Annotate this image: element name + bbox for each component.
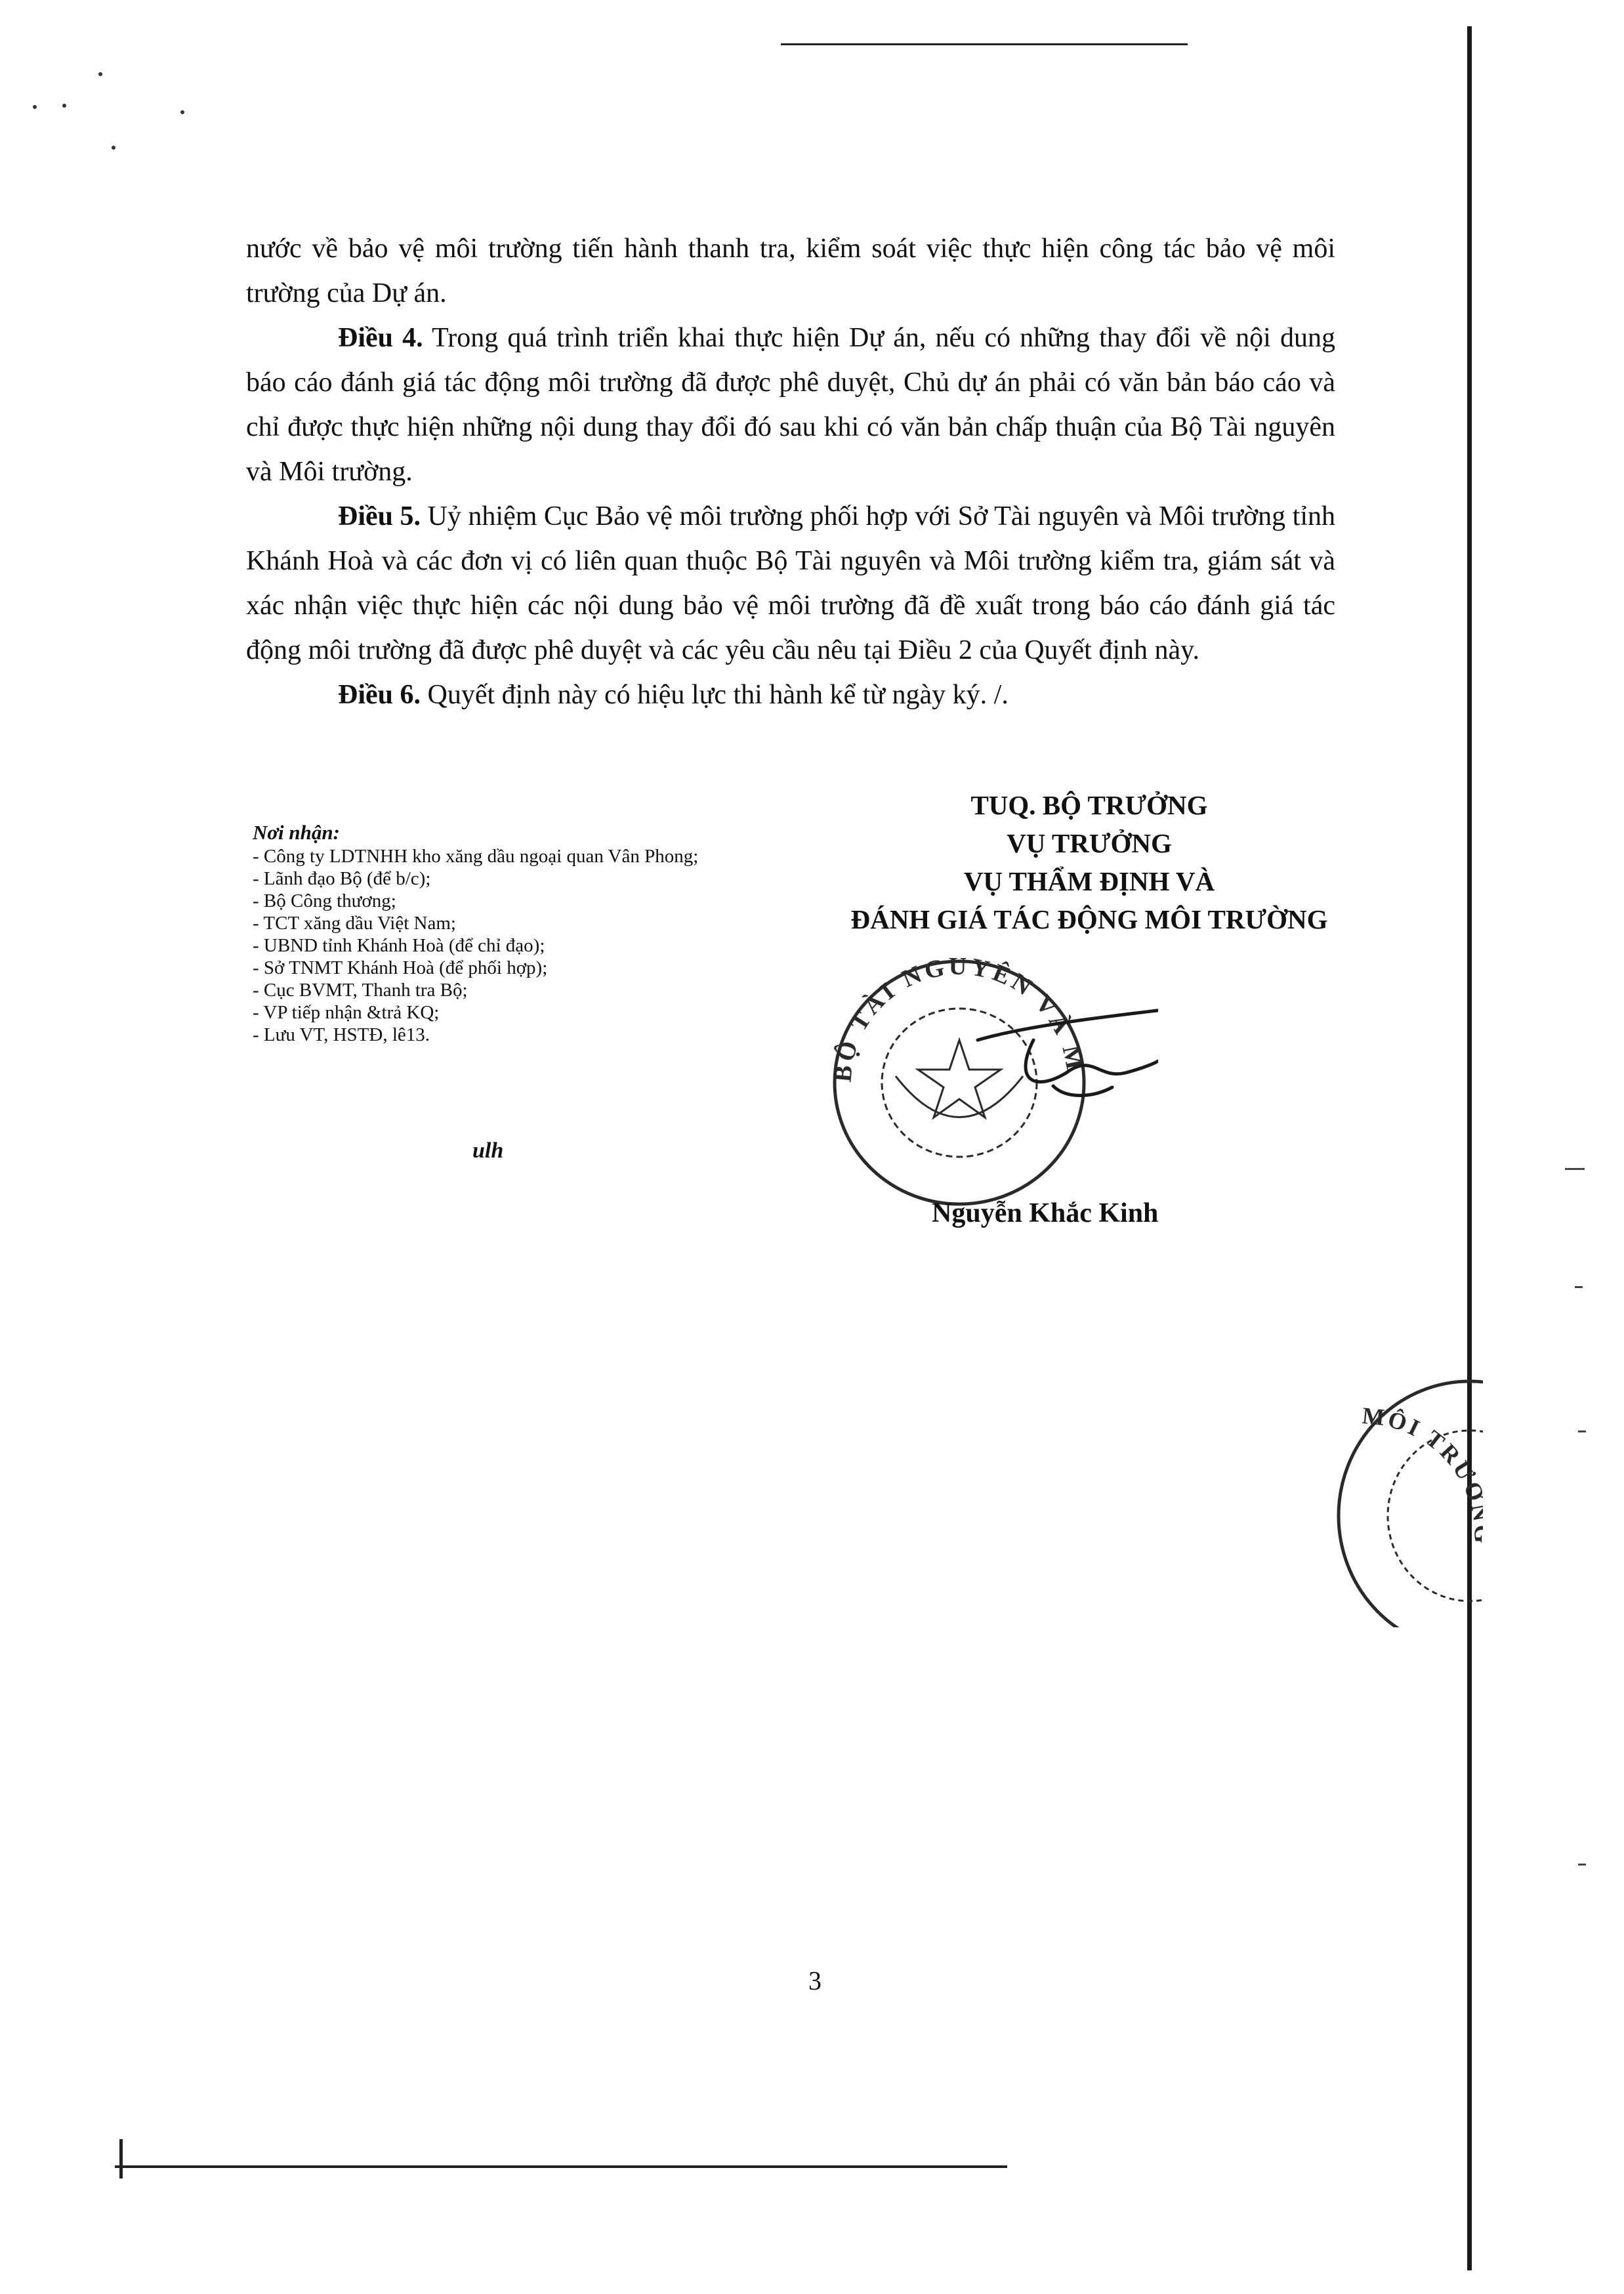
recipient-item: - Sở TNMT Khánh Hoà (để phối hợp); — [253, 957, 791, 979]
recipient-item: - Cục BVMT, Thanh tra Bộ; — [253, 979, 791, 1001]
scan-speck — [180, 110, 184, 114]
seal-text: BỘ TÀI NGUYÊN VÀ M — [829, 952, 1090, 1083]
article-5 — [246, 494, 1335, 673]
signer-name: Nguyễn Khắc Kinh — [932, 1198, 1159, 1228]
scan-speck — [98, 72, 102, 76]
scan-dash — [1565, 1168, 1585, 1170]
seal-and-signature-graphic — [817, 942, 1158, 1224]
article-4-text: Trong quá trình triển khai thực hiện Dự án, nếu có những thay đổi về nội dung báo cáo đánh giá tác động môi trường đã được phê duyệt, Chủ dự án phải có văn bản báo cáo và chỉ được thực hiện những nội dung thay đổi đó sau khi có văn bản chấp thuận của Bộ Tài nguyên và Môi trường. — [246, 323, 1336, 487]
signature-line-3: VỤ THẨM ĐỊNH VÀ — [963, 866, 1215, 896]
article-6 — [246, 673, 1335, 717]
recipients-block — [253, 822, 791, 1046]
article-5-label: Điều 5. — [338, 501, 421, 532]
partial-seal-graphic — [1325, 1352, 1483, 1627]
handwritten-initials: ulh — [472, 1138, 504, 1163]
recipient-item: - Lưu VT, HSTĐ, lê13. — [253, 1024, 791, 1046]
scan-border-right — [1467, 26, 1472, 2270]
article-4 — [246, 316, 1335, 494]
scan-line-top — [781, 43, 1188, 45]
article-4-label: Điều 4. — [338, 323, 423, 353]
recipient-item: - TCT xăng dầu Việt Nam; — [253, 912, 791, 934]
decision-body — [246, 226, 1335, 717]
recipient-item: - Lãnh đạo Bộ (để b/c); — [253, 867, 791, 890]
recipient-item: - Bộ Công thương; — [253, 890, 791, 912]
signature-line-2: VỤ TRƯỞNG — [1007, 828, 1172, 858]
scan-dash — [1575, 1286, 1583, 1288]
scan-line-bottom — [115, 2165, 1007, 2168]
recipients-list — [253, 845, 791, 1046]
scan-dash — [1578, 1430, 1586, 1432]
signature-line-1: TUQ. BỘ TRƯỞNG — [970, 790, 1208, 820]
recipient-item: - Công ty LDTNHH kho xăng dầu ngoại quan Vân Phong; — [253, 845, 791, 867]
page-number: 3 — [808, 1966, 822, 1995]
recipient-item: - VP tiếp nhận &trả KQ; — [253, 1001, 791, 1024]
scan-speck — [33, 105, 37, 109]
signature-line-4: ĐÁNH GIÁ TÁC ĐỘNG MÔI TRƯỜNG — [850, 904, 1328, 934]
partial-seal-text: MÔI TRƯ — [1361, 1402, 1482, 1489]
scan-speck — [62, 104, 66, 108]
recipients-heading: Nơi nhận: — [253, 821, 340, 844]
article-6-text: Quyết định này có hiệu lực thi hành kể từ ngày ký. /. — [421, 680, 1009, 710]
scan-speck — [112, 146, 115, 150]
partial-seal-margin — [1325, 1352, 1483, 1627]
signature-titles — [781, 786, 1398, 938]
paragraph-continuation: nước về bảo vệ môi trường tiến hành thanh tra, kiểm soát việc thực hiện công tác bảo vệ môi trường của Dự án. — [246, 234, 1335, 308]
scan-tick-left — [119, 2139, 123, 2179]
article-5-text: Uỷ nhiệm Cục Bảo vệ môi trường phối hợp với Sở Tài nguyên và Môi trường tỉnh Khánh Hoà và các đơn vị có liên quan thuộc Bộ Tài nguyên và Môi trường kiểm tra, giám sát và xác nhận việc thực hiện các nội dung bảo vệ môi trường đã đề xuất trong báo cáo đánh giá tác động môi trường đã được phê duyệt và các yêu cầu nêu tại Điều 2 của Quyết định này. — [246, 501, 1336, 665]
official-seal — [817, 942, 1158, 1224]
article-6-label: Điều 6. — [338, 680, 421, 710]
recipient-item: - UBND tỉnh Khánh Hoà (để chỉ đạo); — [253, 934, 791, 957]
scan-dash — [1578, 1864, 1586, 1866]
